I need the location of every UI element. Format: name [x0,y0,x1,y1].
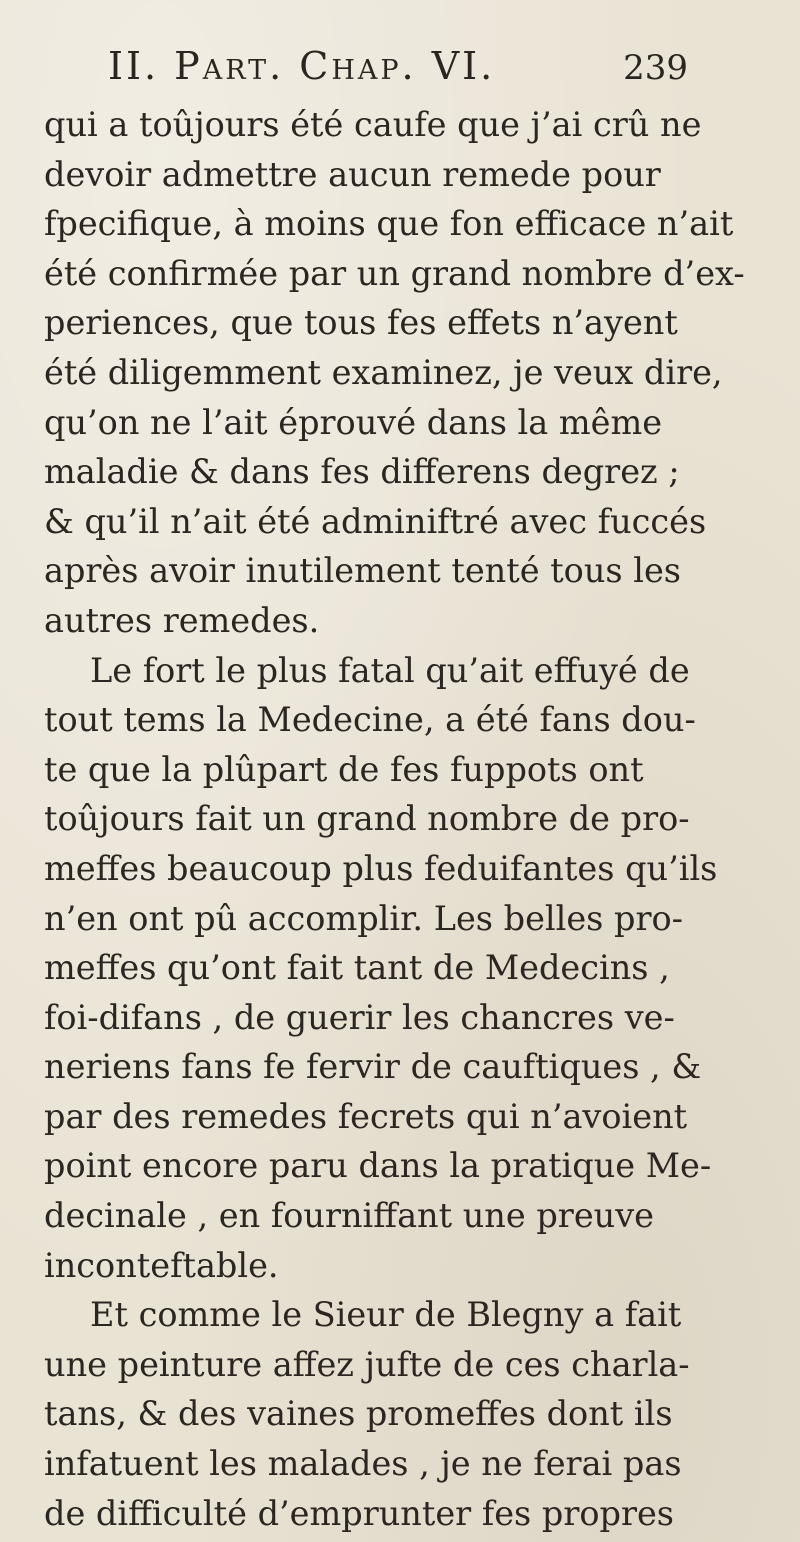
text-line: de difficulté d’emprunter fes propres [44,1493,674,1533]
text-line: periences, que tous fes effets n’ayent [44,303,678,343]
body-text [44,100,774,1538]
text-line: meffes beaucoup plus feduifantes qu’ils [44,848,718,888]
paragraph-start-line: Et comme le Sieur de Blegny a fait [90,1295,682,1335]
text-line: été diligemment examinez, je veux dire, [44,352,723,392]
text-line: neriens fans fe fervir de cauftiques , & [44,1047,702,1087]
text-line: decinale , en fourniffant une preuve [44,1196,654,1236]
page-number: 239 [623,48,688,88]
page-header [108,44,688,100]
text-line: foi-difans , de guerir les chancres ve- [44,997,675,1037]
text-line: par des remedes fecrets qui n’avoient [44,1096,688,1136]
text-line: n’en ont pû accomplir. Les belles pro- [44,898,683,938]
text-line: une peinture affez jufte de ces charla- [44,1344,690,1384]
text-line: tout tems la Medecine, a été fans dou- [44,700,696,740]
text-line: inconteftable. [44,1245,279,1285]
text-line: fpecifique, à moins que fon efficace n’ait [44,204,734,244]
text-line: été confirmée par un grand nombre d’ex- [44,253,745,293]
text-line: qu’on ne l’ait éprouvé dans la même [44,402,663,442]
text-line: point encore paru dans la pratique Me- [44,1146,712,1186]
text-line: qui a toûjours été caufe que j’ai crû ne [44,105,702,144]
text-line: après avoir inutilement tenté tous les [44,551,681,591]
text-line: autres remedes. [44,600,320,640]
text-line: infatuent les malades , je ne ferai pas [44,1444,682,1484]
text-line: & qu’il n’ait été adminiftré avec fuccés [44,501,707,541]
text-line: maladie & dans fes differens degrez ; [44,452,680,492]
text-line: toûjours fait un grand nombre de pro- [44,799,690,839]
text-line: tans, & des vaines promeffes dont ils [44,1394,673,1434]
text-line: meffes qu’ont fait tant de Medecins , [44,948,670,988]
paragraph-start-line: Le fort le plus fatal qu’ait effuyé de [90,650,690,690]
running-head: II. Part. Chap. VI. [108,44,496,88]
text-line: te que la plûpart de fes fuppots ont [44,749,644,789]
text-line: devoir admettre aucun remede pour [44,154,661,194]
